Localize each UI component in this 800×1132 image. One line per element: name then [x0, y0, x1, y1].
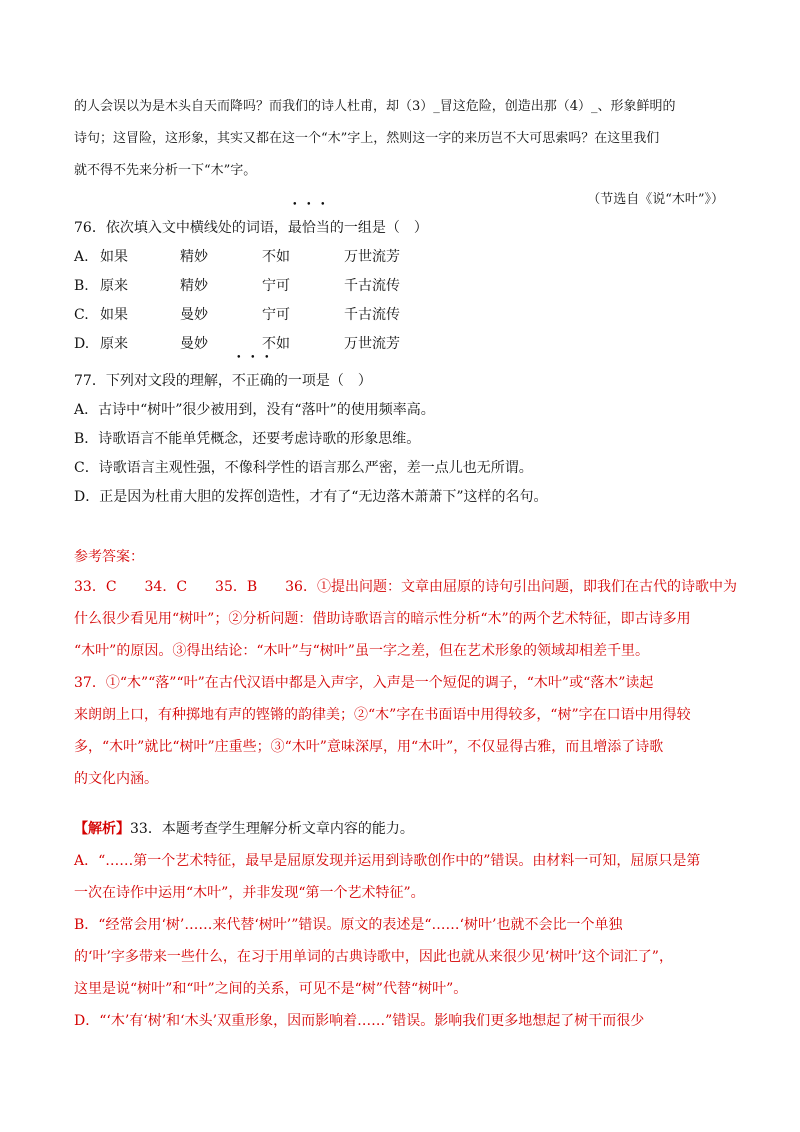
question-76-stem — [74, 214, 724, 243]
option-word: 不如 — [262, 249, 290, 265]
answer-line: 什么很少看见用“树叶”；②分析问题：借助诗歌语言的暗示性分析“木”的两个艺术特征，即古诗多用 — [74, 611, 691, 627]
emphasis-char: 最 — [287, 220, 302, 236]
option-word: 原来 — [100, 278, 128, 294]
emphasis-char: 当 — [315, 220, 330, 236]
option-76-b — [74, 272, 724, 301]
question-77-stem — [74, 367, 724, 396]
passage-line: 就不得不先来分析一下“木”字。 — [74, 163, 257, 178]
analysis-line: D．“‘木’有‘树’和‘木头’双重形象，因而影响着……”错误。影响我们更多地想起了树干而很少 — [74, 1013, 645, 1029]
emphasis-char: 正 — [245, 373, 260, 389]
option-76-d — [74, 330, 724, 359]
option-word: 千古流传 — [344, 278, 400, 294]
question-76-text-end: 的一组是（ ） — [329, 220, 428, 236]
option-word: 万世流芳 — [344, 336, 400, 352]
answer-line: 33．C 34．C 35．B 36．①提出问题：文章由屈原的诗句引出问题，即我们在古代的诗歌中为 — [74, 579, 737, 595]
option-word: 如果 — [100, 249, 128, 265]
option-word: 宁可 — [262, 278, 290, 294]
emphasis-char: 恰 — [301, 220, 316, 236]
question-76 — [74, 214, 724, 359]
emphasis-char: 确 — [259, 373, 274, 389]
option-77-a: A．古诗中“树叶”很少被用到，没有“落叶”的使用频率高。 — [74, 402, 435, 418]
analysis-intro — [74, 818, 724, 840]
option-76-c — [74, 301, 724, 330]
option-letter: D. — [74, 336, 90, 352]
option-word: 宁可 — [262, 307, 290, 323]
answers-heading: 参考答案： — [74, 549, 144, 565]
answer-line: “木叶”的原因。③得出结论：“木叶”与“树叶”虽一字之差，但在艺术形象的领域却相差千里。 — [74, 643, 649, 659]
answer-line: 来朗朗上口，有种掷地有声的铿锵的韵律美；②“木”字在书面语中用得较多，“树”字在口语中用得较 — [74, 707, 691, 723]
question-77-text: 77．下列对文段的理解， — [74, 373, 232, 389]
analysis-line: A．“……第一个艺术特征，最早是屈原发现并运用到诗歌创作中的”错误。由材料一可知，屈原只是第 — [74, 853, 701, 869]
option-word: 万世流芳 — [344, 249, 400, 265]
option-word: 曼妙 — [180, 336, 208, 352]
reference-answers — [74, 546, 737, 800]
emphasis-char: 不 — [231, 373, 246, 389]
answer-line: 的文化内涵。 — [74, 771, 158, 787]
passage-line: 的人会误以为是木头自天而降吗？而我们的诗人杜甫，却（3）_冒这危险，创造出那（4）_、形象鲜明的 — [74, 99, 676, 114]
option-76-a — [74, 243, 724, 272]
option-word: 原来 — [100, 336, 128, 352]
answer-line: 多，“木叶”就比“树叶”庄重些；③“木叶”意味深厚，用“木叶”，不仅显得古雅，而且增添了诗歌 — [74, 739, 664, 755]
answer-line: 37．①“木”“落”“叶”在古代汉语中都是入声字，入声是一个短促的调子，“木叶”或“落木”读起 — [74, 675, 654, 691]
source-citation: （节选自《说“木叶”》） — [587, 192, 724, 207]
passage-excerpt — [74, 96, 724, 192]
question-77-text-end: 的一项是（ ） — [273, 373, 372, 389]
analysis-line: 这里是说“树叶”和“叶”之间的关系，可见不是“树”代替“树叶”。 — [74, 981, 468, 997]
analysis-intro-text: 33．本题考查学生理解分析文章内容的能力。 — [130, 821, 414, 837]
option-word: 千古流传 — [344, 307, 400, 323]
question-76-text: 76．依次填入文中横线处的词语， — [74, 220, 288, 236]
option-letter: C. — [74, 307, 89, 323]
analysis-line: B．“经常会用‘树’……来代替‘树叶’”错误。原文的表述是“……‘树叶’也就不会比一个单独 — [74, 917, 623, 933]
option-letter: B. — [74, 278, 89, 294]
analysis-line: 的‘叶’字多带来一些什么，在习于用单词的古典诗歌中，因此也就从来很少见‘树叶’这个词汇了”， — [74, 949, 673, 965]
analysis-section — [74, 818, 724, 1042]
passage-line: 诗句；这冒险，这形象，其实又都在这一个“木”字上，然则这一字的来历岂不大可思索吗？在这里我们 — [74, 131, 660, 146]
option-word: 曼妙 — [180, 307, 208, 323]
analysis-line: 一次在诗作中运用“木叶”，并非发现“第一个艺术特征”。 — [74, 885, 425, 901]
option-word: 不如 — [262, 336, 290, 352]
option-word: 精妙 — [180, 278, 208, 294]
analysis-label: 【解析】 — [74, 821, 130, 837]
option-letter: A. — [74, 249, 89, 265]
question-77 — [74, 367, 724, 512]
option-77-c: C．诗歌语言主观性强，不像科学性的语言那么严密，差一点儿也无所谓。 — [74, 460, 533, 476]
option-word: 精妙 — [180, 249, 208, 265]
option-77-d: D．正是因为杜甫大胆的发挥创造性，才有了“无边落木萧萧下”这样的名句。 — [74, 489, 548, 505]
option-77-b: B．诗歌语言不能单凭概念，还要考虑诗歌的形象思维。 — [74, 431, 421, 447]
option-word: 如果 — [100, 307, 128, 323]
